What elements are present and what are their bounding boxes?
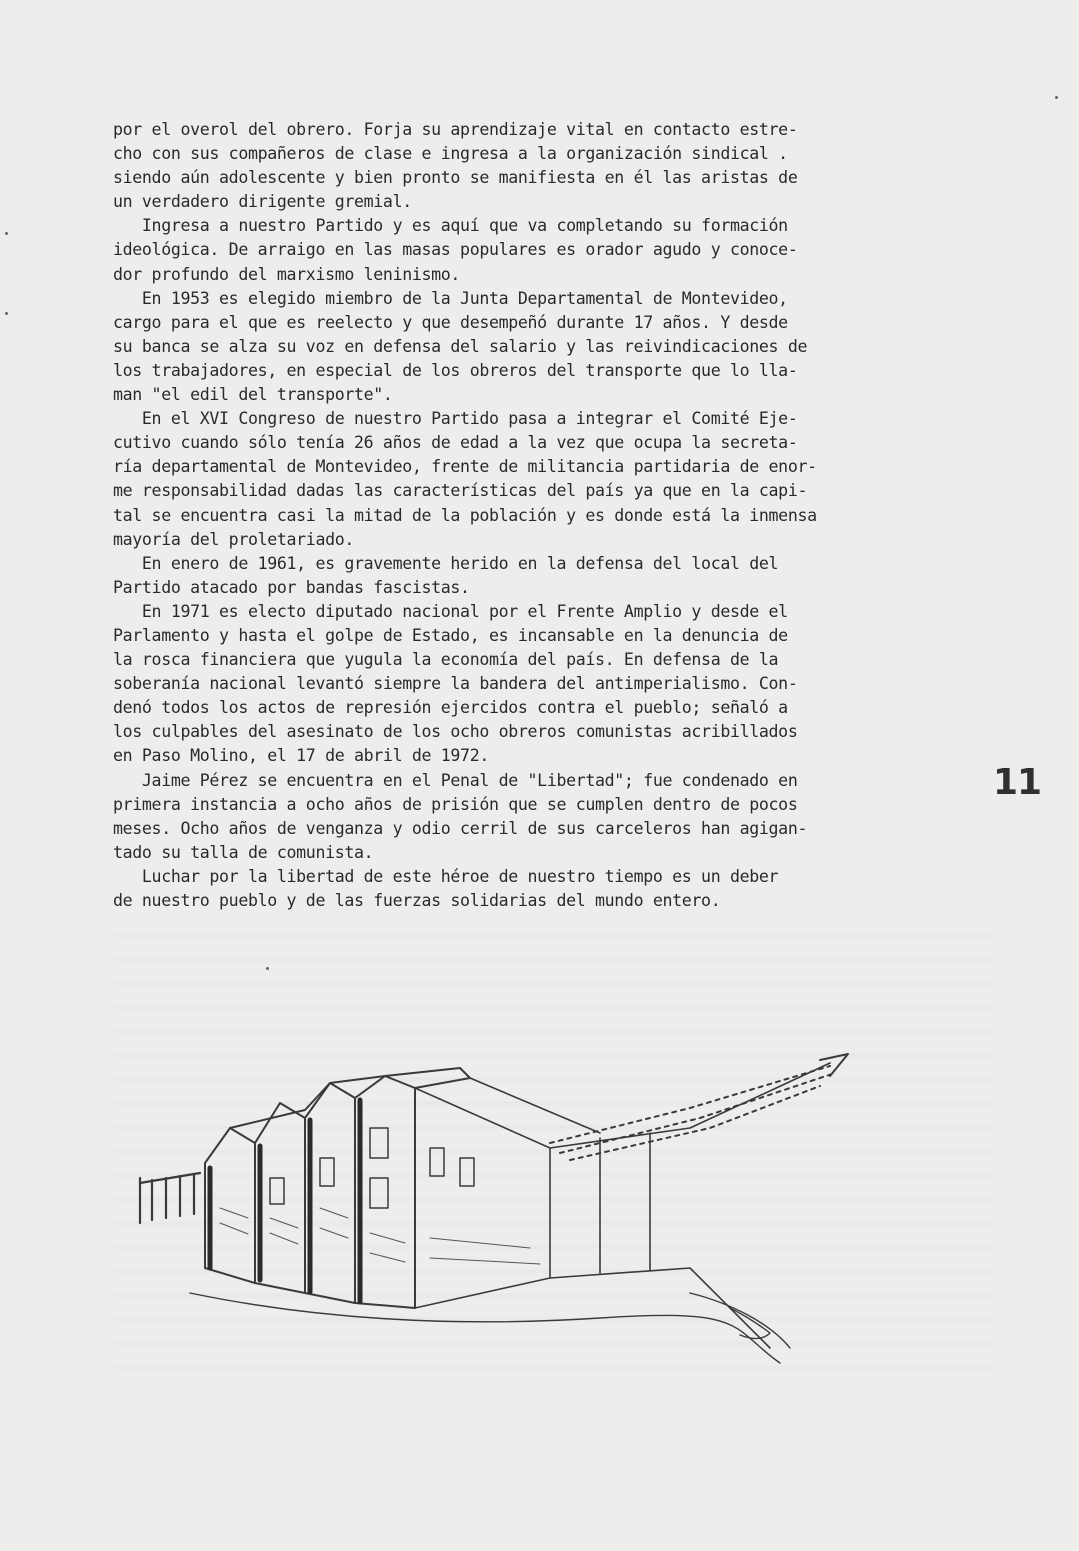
text-line: en Paso Molino, el 17 de abril de 1972. xyxy=(113,746,489,766)
text-line: los culpables del asesinato de los ocho obreros comunistas acribillados xyxy=(113,722,798,742)
prison-building-sketch-icon xyxy=(130,1048,870,1388)
text-line: soberanía nacional levantó siempre la bandera del antimperialismo. Con- xyxy=(113,674,798,694)
text-line: la rosca financiera que yugula la economía del país. En defensa de la xyxy=(113,650,779,670)
text-line: de nuestro pueblo y de las fuerzas solidarias del mundo entero. xyxy=(113,891,721,910)
text-line: dor profundo del marxismo leninismo. xyxy=(113,264,461,284)
text-line: Jaime Pérez se encuentra en el Penal de "Libertad"; fue condenado en xyxy=(113,770,798,790)
text-line: Partido atacado por bandas fascistas. xyxy=(113,577,470,597)
text-line: primera instancia a ocho años de prisión que se cumplen dentro de pocos xyxy=(113,794,798,814)
text-line: siendo aún adolescente y bien pronto se manifiesta en él las aristas de xyxy=(113,168,798,188)
text-line: tado su talla de comunista. xyxy=(113,842,374,862)
text-line: un verdadero dirigente gremial. xyxy=(113,192,412,212)
text-line: ideológica. De arraigo en las masas populares es orador agudo y conoce- xyxy=(113,240,798,260)
paper-speck xyxy=(1055,96,1058,99)
text-line: cutivo cuando sólo tenía 26 años de edad a la vez que ocupa la secreta- xyxy=(113,433,798,453)
text-line: los trabajadores, en especial de los obreros del transporte que lo lla- xyxy=(113,360,798,380)
text-line: mayoría del proletariado. xyxy=(113,529,355,549)
text-line: me responsabilidad dadas las características del país ya que en la capi- xyxy=(113,481,808,501)
text-line: Parlamento y hasta el golpe de Estado, es incansable en la denuncia de xyxy=(113,625,788,645)
paper-speck xyxy=(266,967,269,970)
text-line: ría departamental de Montevideo, frente de militancia partidaria de enor- xyxy=(113,457,817,477)
page-number: 11 xyxy=(993,762,1042,803)
paper-speck xyxy=(5,312,8,315)
text-line: su banca se alza su voz en defensa del salario y las reivindicaciones de xyxy=(113,336,808,356)
text-line: En 1971 es electo diputado nacional por el Frente Amplio y desde el xyxy=(113,601,788,621)
text-line: man "el edil del transporte". xyxy=(113,385,393,405)
text-line: cho con sus compañeros de clase e ingresa a la organización sindical . xyxy=(113,144,788,164)
text-line: por el overol del obrero. Forja su aprendizaje vital en contacto estre- xyxy=(113,120,798,139)
text-line: Luchar por la libertad de este héroe de nuestro tiempo es un deber xyxy=(113,866,779,886)
text-line: tal se encuentra casi la mitad de la población y es donde está la inmensa xyxy=(113,505,817,525)
text-line: Ingresa a nuestro Partido y es aquí que va completando su formación xyxy=(113,216,788,236)
text-line: En el XVI Congreso de nuestro Partido pasa a integrar el Comité Eje- xyxy=(113,409,798,429)
text-line: cargo para el que es reelecto y que desempeñó durante 17 años. Y desde xyxy=(113,312,788,332)
paper-speck xyxy=(5,232,8,235)
text-line: En enero de 1961, es gravemente herido en la defensa del local del xyxy=(113,553,779,573)
text-line: meses. Ocho años de venganza y odio cerril de sus carceleros han agigan- xyxy=(113,818,808,838)
text-line: En 1953 es elegido miembro de la Junta Departamental de Montevideo, xyxy=(113,288,788,308)
body-text xyxy=(113,118,993,913)
text-line: denó todos los actos de represión ejercidos contra el pueblo; señaló a xyxy=(113,698,788,718)
